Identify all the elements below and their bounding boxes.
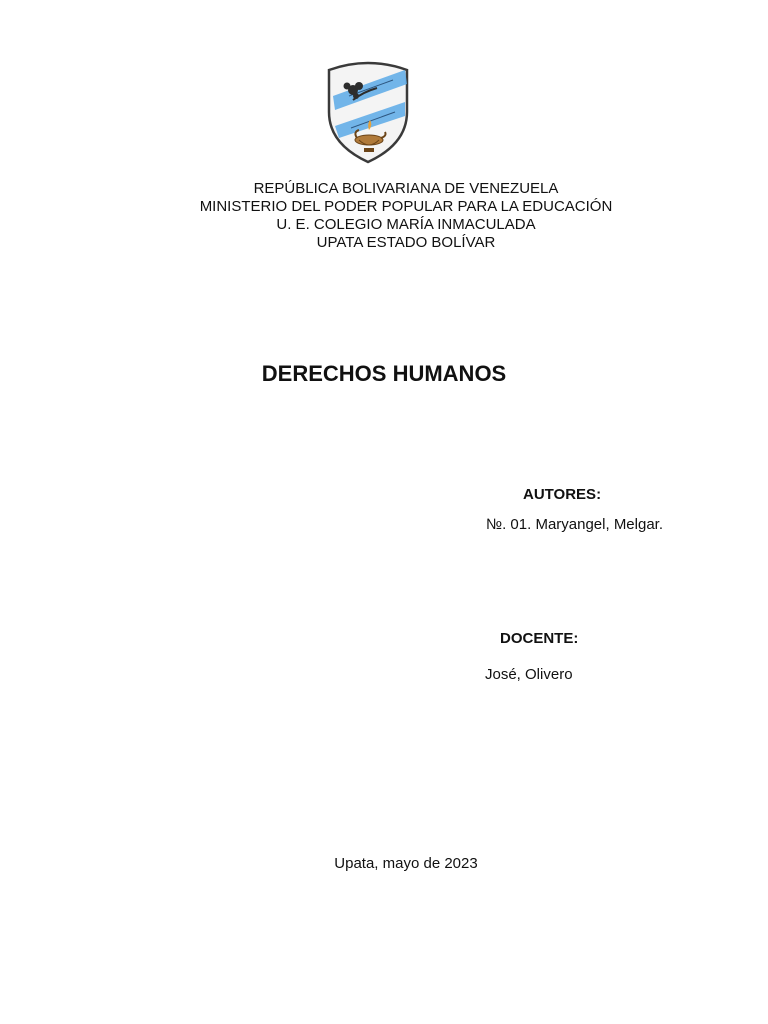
institution-header — [0, 180, 768, 252]
header-line-ministry: MINISTERIO DEL PODER POPULAR PARA LA EDUCACIÓN — [199, 198, 613, 215]
author-entry: №. 01. Maryangel, Melgar. — [486, 516, 664, 533]
header-line-country: REPÚBLICA BOLIVARIANA DE VENEZUELA — [253, 180, 559, 197]
teacher-label: DOCENTE: — [500, 630, 579, 647]
school-crest-icon — [323, 56, 413, 168]
authors-label: AUTORES: — [523, 486, 602, 503]
teacher-name: José, Olivero — [485, 666, 573, 683]
document-title: DERECHOS HUMANOS — [261, 361, 507, 386]
header-line-location: UPATA ESTADO BOLÍVAR — [316, 234, 496, 251]
place-date: Upata, mayo de 2023 — [334, 855, 478, 872]
header-line-school: U. E. COLEGIO MARÍA INMACULADA — [276, 216, 536, 233]
